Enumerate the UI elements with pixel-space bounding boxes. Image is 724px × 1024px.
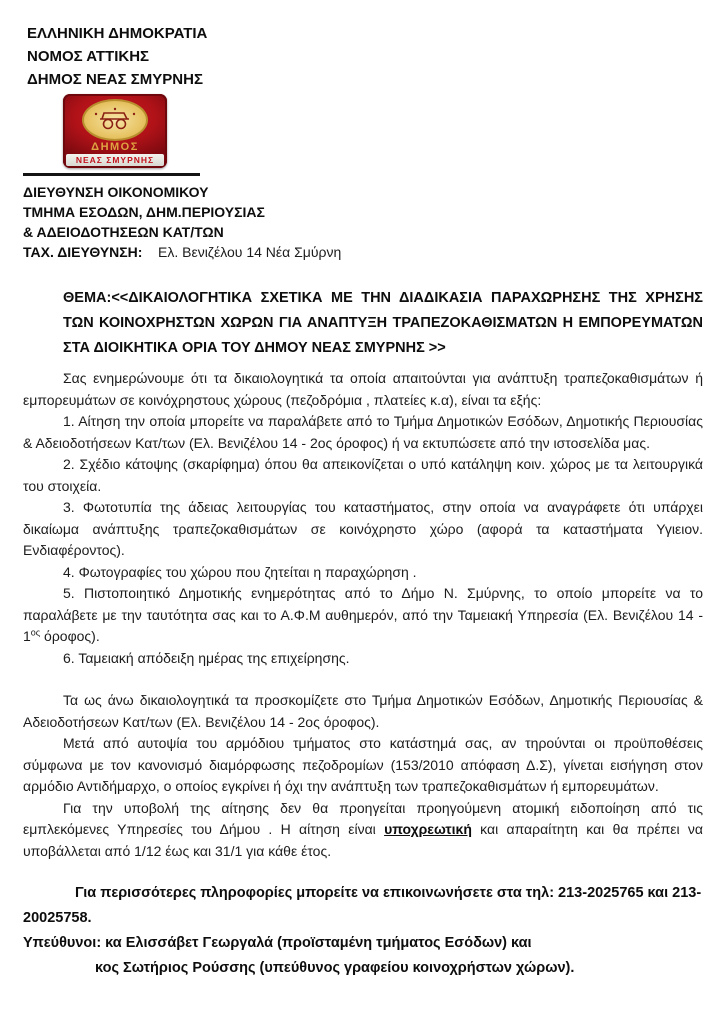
mandatory-emphasis: υποχρεωτική [384,821,472,837]
requirement-item-6: 6. Ταμειακή απόδειξη ημέρας της επιχείρησης. [63,649,350,666]
intro-paragraph: Σας ενημερώνουμε ότι τα δικαιολογητικά τα οποία απαιτούνται για ανάπτυξη τραπεζοκαθισμάτων ή εμπορευμάτων σε κοινόχρηστους χώρους (πεζοδρόμια , πλατείες κ.α), είναι τα εξής: [23,370,703,408]
header-line-republic: ΕΛΛΗΝΙΚΗ ΔΗΜΟΚΡΑΤΙΑ [27,25,208,42]
subject-paragraph: ΘΕΜΑ:<<ΔΙΚΑΙΟΛΟΓΗΤΙΚΑ ΣΧΕΤΙΚΑ ΜΕ ΤΗΝ ΔΙΑΔΙΚΑΣΙΑ ΠΑΡΑΧΩΡΗΣΗΣ ΤΗΣ ΧΡΗΣΗΣ ΤΩΝ ΚΟΙΝΟΧΡΗΣΤΩΝ ΧΩΡΩΝ ΓΙΑ ΑΝΑΠΤΥΞΗ ΤΡΑΠΕΖΟΚΑΘΙΣΜΑΤΩΝ Η ΕΜΠΟΡΕΥΜΑΤΩΝ ΣΤΑ ΔΙΟΙΚΗΤΙΚΑ ΟΡΙΑ ΤΟΥ ΔΗΜΟΥ ΝΕΑΣ ΣΜΥΡΝΗΣ >> [63,290,703,356]
department-line-directorate: ΔΙΕΥΘΥΝΣΗ ΟΙΚΟΝΟΜΙΚΟΥ [23,184,209,200]
department-block [23,182,724,262]
application-paragraph [23,798,703,863]
requirement-item-5-text: 5. Πιστοποιητικό Δημοτικής ενημερότητας από το Δήμο Ν. Σμύρνης, το οποίο μπορείτε να το παραλάβετε με την ταυτότητα σας και το Α.Φ.Μ αυθημερόν, από την Ταμειακή Υπηρεσία (Ελ. Βενιζέλου 14 - 1 [23,585,703,644]
header-line-prefecture: ΝΟΜΟΣ ΑΤΤΙΚΗΣ [27,48,150,65]
application-text-tail: και απαραίτητη και θα πρέπει να υποβάλλεται από 1/12 έως και 31/1 για κάθε έτος. [23,821,703,859]
department-line-licensing: & ΑΔΕΙΟΔΟΤΗΣΕΩΝ ΚΑΤ/ΤΩΝ [23,224,224,240]
contact-phones-line: Για περισσότερες πληροφορίες μπορείτε να επικοινωνήσετε στα τηλ: 213-2025765 και 213-20025758. [23,885,702,926]
postal-address-label: ΤΑΧ. ΔΙΕΥΘΥΝΣΗ: [23,244,143,260]
contact-responsible-line-1: Υπεύθυνοι: κα Ελισσάβετ Γεωργαλά (προϊσταμένη τμήματος Εσόδων) και [23,935,532,951]
application-text: Για την υποβολή της αίτησης δεν θα προηγείται προηγούμενη ατομική ειδοποίηση από τις εμπλεκόμενες Υπηρεσίες του Δήμου . Η αίτηση είναι [23,799,703,837]
requirement-item-1: 1. Αίτηση την οποία μπορείτε να παραλάβετε από το Τμήμα Δημοτικών Εσόδων, Δημοτικής Περιουσίας & Αδειοδοτήσεων Κατ/των (Ελ. Βενιζέλου 14 - 2ος όροφος) ή να εκτυπώσετε από την ιστοσελίδα μας. [23,413,703,451]
requirement-item-5-tail: όροφος). [40,628,100,644]
header-line-municipality: ΔΗΜΟΣ ΝΕΑΣ ΣΜΥΡΝΗΣ [27,71,203,88]
paragraph-spacer [23,669,703,690]
contact-block [23,881,703,981]
requirement-item-5 [23,583,703,648]
national-header [27,0,724,91]
chariot-emblem-icon [90,106,140,134]
submit-paragraph: Τα ως άνω δικαιολογητικά τα προσκομίζετε στο Τμήμα Δημοτικών Εσόδων, Δημοτικής Περιουσίας & Αδειοδοτήσεων Κατ/των (Ελ. Βενιζέλου 14 - 2ος όροφος). [23,692,703,730]
requirement-item-2: 2. Σχέδιο κάτοψης (σκαρίφημα) όπου θα απεικονίζεται ο υπό κατάληψη κοιν. χώρος με τα λειτουργικά του στοιχεία. [23,456,703,494]
postal-address-line [23,242,724,262]
logo-band-label: ΝΕΑΣ ΣΜΥΡΝΗΣ [66,154,164,166]
municipal-seal-logo [63,94,167,168]
inspection-paragraph: Μετά από αυτοψία του αρμόδιου τμήματος στο κατάστημά σας, αν τηρούνται οι προϋποθέσεις σύμφωνα με τον κανονισμό διαμόρφωσης πεζοδρομίων (153/2010 απόφαση Δ.Σ), γίνεται εισήγηση στον αρμόδιο Αντιδήμαρχο, ο οποίος εγκρίνει ή όχι την ανάπτυξη των τραπεζοκαθισμάτων ή εμπορευμάτων. [23,735,703,794]
requirement-item-4: 4. Φωτογραφίες του χώρου που ζητείται η παραχώρηση . [63,563,417,580]
letter-body [23,368,703,862]
department-line-section: ΤΜΗΜΑ ΕΣΟΔΩΝ, ΔΗΜ.ΠΕΡΙΟΥΣΙΑΣ [23,204,265,220]
contact-responsible-line-2: κος Σωτήριος Ρούσσης (υπεύθυνος γραφείου κοινοχρήστων χώρων). [95,960,575,976]
postal-address-value: Ελ. Βενιζέλου 14 Νέα Σμύρνη [158,244,342,260]
separator-rule [23,173,200,176]
floor-ordinal-superscript: ος [30,627,41,638]
requirement-item-3: 3. Φωτοτυπία της άδειας λειτουργίας του καταστήματος, στην οποία να αναγράφετε ότι υπάρχει δικαίωμα ανάπτυξης τραπεζοκαθισμάτων σε κοινόχρηστο χώρο (αφορά τα καταστήματα Υγιειον. Ενδιαφέροντος). [23,499,703,558]
seal-oval-icon [82,99,148,141]
logo-label-dimos: ΔΗΜΟΣ [91,141,139,153]
